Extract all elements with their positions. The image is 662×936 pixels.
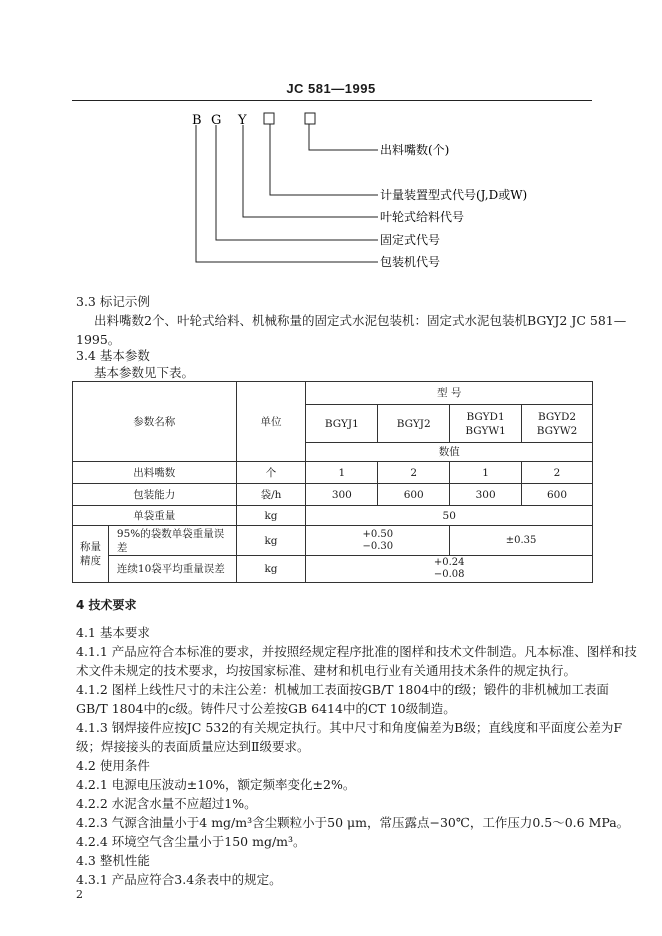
th-model: 型 号: [306, 382, 593, 405]
leader-line-3: [243, 125, 378, 217]
th-model-2: BGYJ2: [378, 405, 450, 443]
section-4-1-2-line2: GB/T 1804中的c级。铸件尺寸公差按GB 6414中的CT 10级制造。: [76, 701, 456, 716]
th-model-1: BGYJ1: [306, 405, 378, 443]
section-4-3-1: 4.3.1 产品应符合3.4条表中的规定。: [76, 872, 282, 887]
section-4-2-3: 4.2.3 气源含油量小于4 mg/m³含尘颗粒小于50 μm，常压露点−30℃，工作压力0.5～0.6 MPa。: [76, 815, 630, 830]
label-outlets: 出料嘴数(个): [380, 143, 450, 157]
section-4-1-1-line2: 术文件未规定的技术要求，均按国家标准、建材和机电行业有关通用技术条件的规定执行。: [76, 663, 577, 678]
section-4-heading: 4 技术要求: [76, 598, 137, 612]
section-4-3-heading: 4.3 整机性能: [76, 853, 150, 868]
section-3-3-line1: 出料嘴数2个、叶轮式给料、机械称量的固定式水泥包装机：固定式水泥包装机BGYJ2 JC 581—: [94, 313, 627, 328]
section-3-4-heading: 3.4 基本参数: [76, 348, 150, 363]
leader-line-1: [309, 124, 378, 150]
th-unit: 单位: [236, 382, 306, 462]
label-metering: 计量装置型式代号(J,D或W): [380, 188, 528, 202]
leader-line-5: [196, 125, 378, 262]
placeholder-box-2: [305, 113, 315, 124]
section-4-2-4: 4.2.4 环境空气含尘量小于150 mg/m³。: [76, 834, 306, 849]
th-model-4: BGYD2 BGYW2: [522, 405, 593, 443]
section-4-1-2-line1: 4.1.2 图样上线性尺寸的未注公差：机械加工表面按GB/T 1804中的f级；锻件的非机械加工表面: [76, 682, 609, 697]
section-4-2-1: 4.2.1 电源电压波动±10%，额定频率变化±2%。: [76, 777, 356, 792]
leader-line-4: [216, 125, 378, 240]
section-3-3-line2: 1995。: [76, 332, 121, 347]
designation-diagram: [0, 0, 662, 300]
th-value: 数值: [306, 443, 593, 462]
parameters-table: [72, 381, 593, 583]
letter-g: G: [211, 113, 222, 128]
section-4-1-heading: 4.1 基本要求: [76, 625, 150, 640]
page-header: JC 581—1995: [286, 81, 376, 96]
table-row: 连续10袋平均重量误差 kg +0.24 −0.08: [73, 556, 593, 583]
th-model-3: BGYD1 BGYW1: [450, 405, 522, 443]
section-3-3-heading: 3.3 标记示例: [76, 294, 150, 309]
section-4-1-3-line1: 4.1.3 钢焊接件应按JC 532的有关规定执行。其中尺寸和角度偏差为B级；直线度和平面度公差为F: [76, 720, 623, 735]
section-4-1-3-line2: 级；焊接接头的表面质量应达到Ⅱ级要求。: [76, 739, 310, 754]
section-4-2-heading: 4.2 使用条件: [76, 758, 150, 773]
group-weighing-accuracy: 称量 精度: [73, 526, 109, 583]
placeholder-box-1: [264, 113, 274, 124]
letter-y: Y: [238, 113, 247, 128]
leader-line-2: [270, 124, 378, 195]
letter-b: B: [192, 113, 202, 128]
section-4-1-1-line1: 4.1.1 产品应符合本标准的要求，并按照经规定程序批准的图样和技术文件制造。凡本标准、图样和技: [76, 644, 637, 659]
table-row: 称量 精度 95%的袋数单袋重量误 差 kg +0.50 −0.30 ±0.35: [73, 526, 593, 556]
label-packer: 包装机代号: [380, 255, 441, 269]
table-row: 单袋重量 kg 50: [73, 506, 593, 526]
section-4-2-2: 4.2.2 水泥含水量不应超过1%。: [76, 796, 257, 811]
section-3-4-intro: 基本参数见下表。: [94, 365, 195, 380]
label-fixed: 固定式代号: [380, 233, 441, 247]
label-impeller: 叶轮式给料代号: [380, 210, 465, 224]
table-row: 包装能力 袋/h 300 600 300 600: [73, 484, 593, 506]
th-param-name: 参数名称: [73, 382, 237, 462]
table-row: 出料嘴数 个 1 2 1 2: [73, 462, 593, 484]
page-number: 2: [76, 888, 83, 901]
